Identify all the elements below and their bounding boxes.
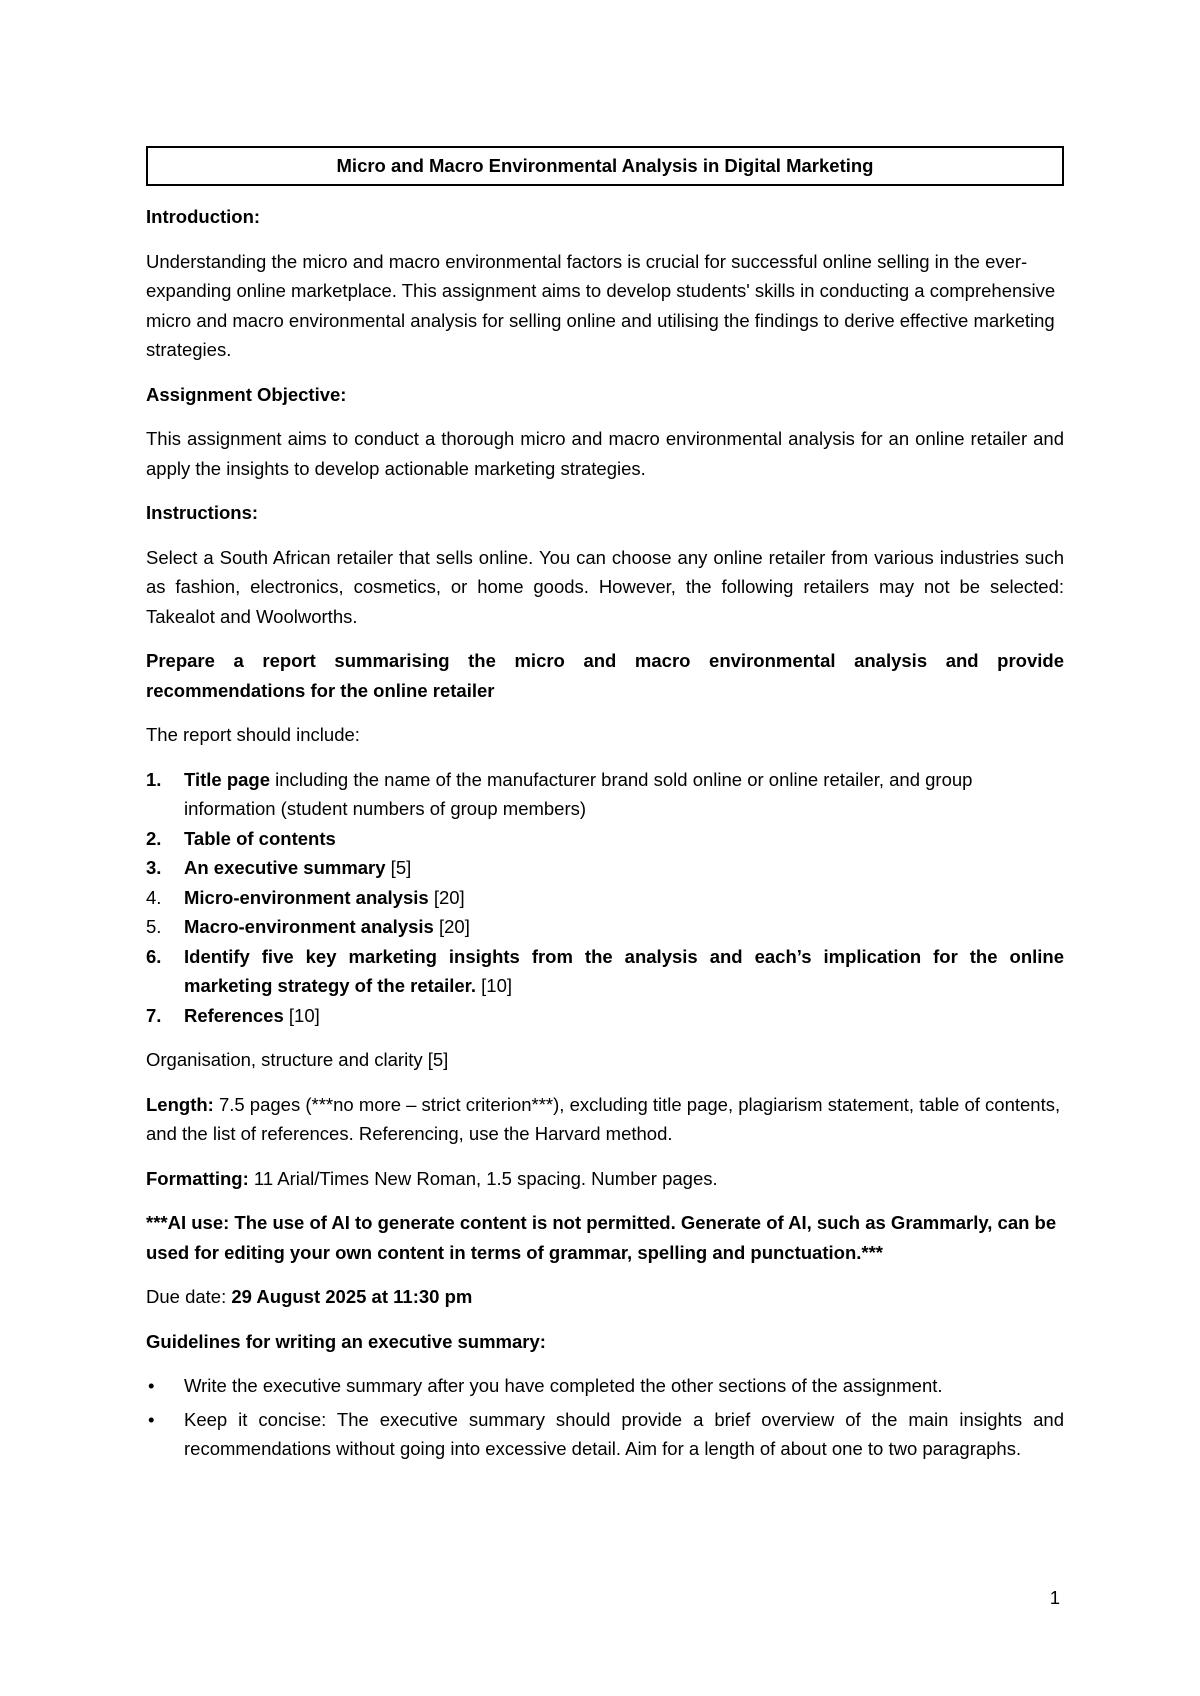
page-number: 1 bbox=[1049, 1587, 1060, 1608]
list-item-text: Keep it concise: The executive summary should provide a brief overview of the main insights and recommendations without going into excessive detail. Aim for a length of about one to two paragraphs. bbox=[184, 1408, 1064, 1459]
list-item-rest: [10] bbox=[283, 1004, 320, 1026]
list-item-number: 3. bbox=[146, 857, 162, 878]
guidelines-heading: Guidelines for writing an executive summary: bbox=[146, 1330, 546, 1352]
due-date-value: 29 August 2025 at 11:30 pm bbox=[231, 1286, 473, 1307]
list-item-bold: References bbox=[184, 1004, 284, 1026]
formatting-value: 11 Arial/Times New Roman, 1.5 spacing. Number pages. bbox=[248, 1167, 718, 1189]
list-item-bold: Macro-environment analysis bbox=[184, 916, 434, 937]
list-item-bold: Title page bbox=[184, 768, 271, 790]
instructions-heading: Instructions: bbox=[146, 502, 259, 523]
introduction-heading: Introduction: bbox=[146, 206, 261, 227]
list-item bbox=[146, 1001, 1064, 1031]
list-item-bold: An executive summary bbox=[184, 857, 386, 878]
objective-text: This assignment aims to conduct a thorough micro and macro environmental analysis for an online retailer and apply the insights to develop actionable marketing strategies. bbox=[146, 428, 1064, 479]
instructions-text: Select a South African retailer that sells online. You can choose any online retailer from various industries such as fashion, electronics, cosmetics, or home goods. However, the following retailers may not be selected: Takealot and Woolworths. bbox=[146, 546, 1064, 627]
guidelines-list bbox=[146, 1371, 1064, 1464]
list-item-number: 1. bbox=[146, 768, 162, 790]
list-item bbox=[146, 912, 1064, 942]
length-value: 7.5 pages (***no more – strict criterion***), excluding title page, plagiarism statement, table of contents, and the list of references. Referencing, use the Harvard method. bbox=[146, 1093, 1061, 1144]
list-item-number: 6. bbox=[146, 945, 162, 967]
length-text bbox=[146, 1090, 1064, 1149]
bullet-icon: • bbox=[148, 1375, 155, 1396]
list-item-number: 5. bbox=[146, 916, 162, 937]
ai-use-text: ***AI use: The use of AI to generate content is not permitted. Generate of AI, such as Grammarly, can be used for editing your own content in terms of grammar, spelling and punctuation.*** bbox=[146, 1212, 1057, 1263]
list-item bbox=[146, 1371, 1064, 1401]
bullet-icon: • bbox=[148, 1408, 155, 1430]
list-item-bold: Table of contents bbox=[184, 827, 336, 849]
list-item-bold: Identify five key marketing insights from the analysis and each’s implication for the online marketing strategy of the retailer. bbox=[184, 945, 1064, 996]
list-item-rest: including the name of the manufacturer brand sold online or online retailer, and group information (student numbers of group members) bbox=[184, 768, 973, 819]
list-item-number: 7. bbox=[146, 1004, 162, 1026]
report-intro-text: The report should include: bbox=[146, 724, 360, 745]
list-item bbox=[146, 1405, 1064, 1464]
list-item-rest: [10] bbox=[476, 975, 512, 996]
list-item bbox=[146, 942, 1064, 1001]
list-item bbox=[146, 824, 1064, 854]
list-item bbox=[146, 883, 1064, 913]
list-item-number: 2. bbox=[146, 827, 162, 849]
list-item-rest: [20] bbox=[428, 886, 465, 908]
formatting-text bbox=[146, 1164, 1064, 1194]
list-item-number: 4. bbox=[146, 886, 162, 908]
list-item-text: Write the executive summary after you have completed the other sections of the assignment. bbox=[184, 1375, 943, 1396]
organisation-text: Organisation, structure and clarity [5] bbox=[146, 1049, 449, 1070]
list-item-rest: [5] bbox=[385, 857, 412, 878]
objective-heading: Assignment Objective: bbox=[146, 383, 347, 405]
list-item bbox=[146, 853, 1064, 883]
list-item-bold: Micro-environment analysis bbox=[184, 886, 429, 908]
document-title: Micro and Macro Environmental Analysis in Digital Marketing bbox=[146, 146, 1064, 186]
page-content bbox=[146, 146, 1064, 1468]
formatting-label: Formatting: bbox=[146, 1167, 249, 1189]
introduction-text: Understanding the micro and macro environmental factors is crucial for successful online selling in the ever-expanding online marketplace. This assignment aims to develop students' skills in conducting a comprehensive micro and macro environmental analysis for selling online and utilising the findings to derive effective marketing strategies. bbox=[146, 250, 1056, 360]
due-date-label: Due date: bbox=[146, 1286, 232, 1307]
report-items-list bbox=[146, 765, 1064, 1031]
due-date-text bbox=[146, 1282, 1064, 1312]
list-item-rest: [20] bbox=[433, 916, 470, 937]
length-label: Length: bbox=[146, 1093, 214, 1115]
list-item bbox=[146, 765, 1064, 824]
prepare-report-text: Prepare a report summarising the micro and macro environmental analysis and provide recommendations for the online retailer bbox=[146, 650, 1064, 701]
